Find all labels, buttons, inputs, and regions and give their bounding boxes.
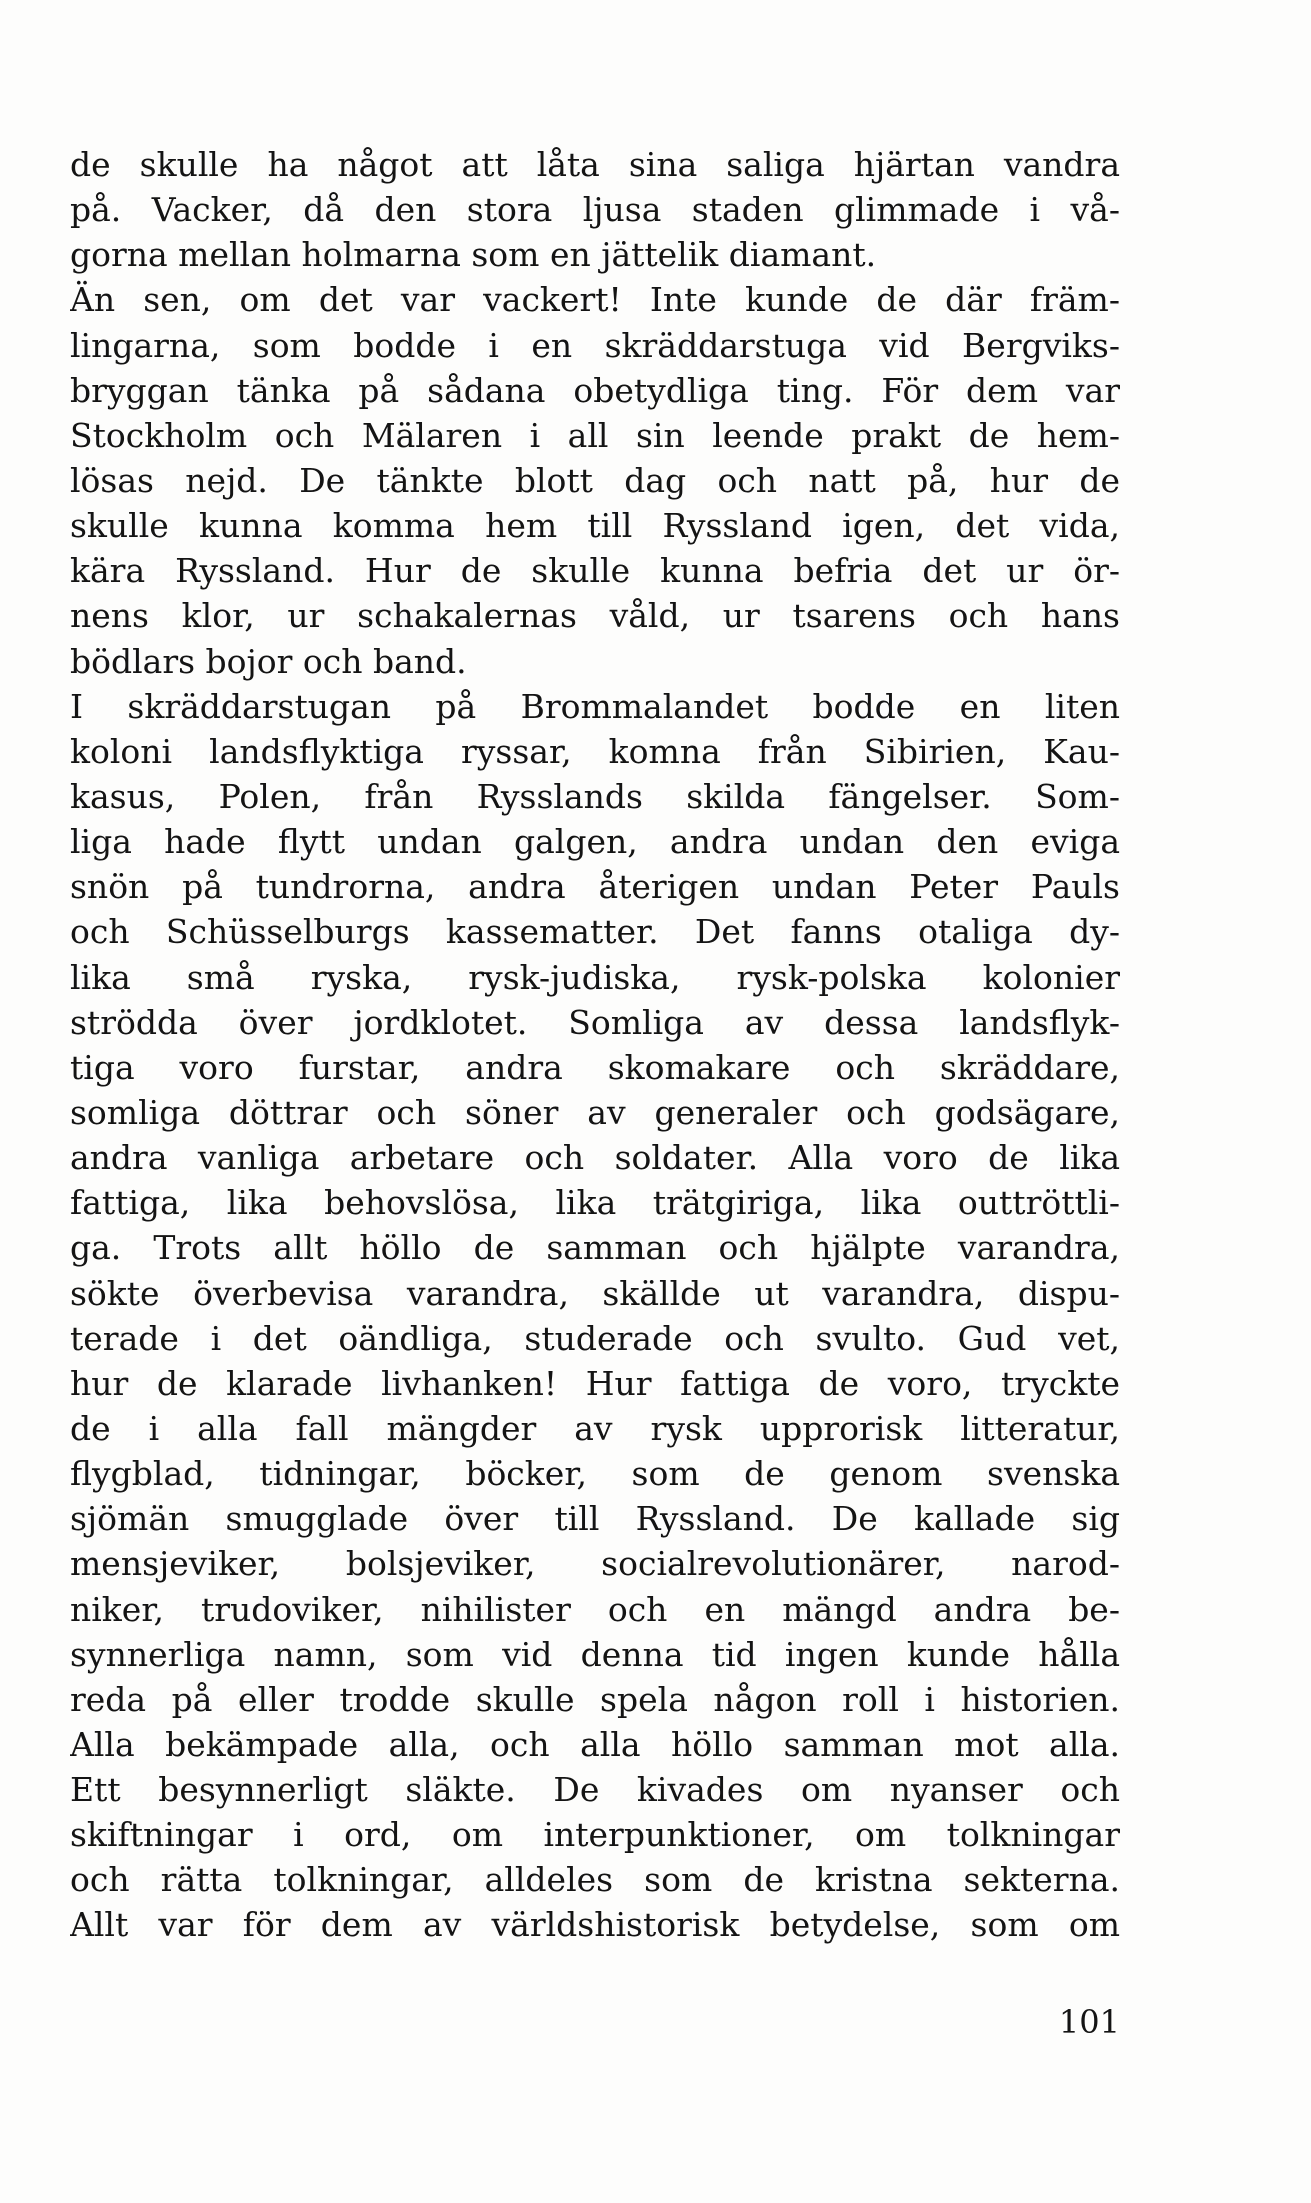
text-line: gorna mellan holmarna som en jättelik diamant. <box>70 235 877 275</box>
text-line: fattiga, lika behovslösa, lika trätgiriga, lika outtröttli- <box>70 1183 1120 1223</box>
page-number: 101 <box>1058 2003 1120 2041</box>
text-line: och Schüsselburgs kassematter. Det fanns otaliga dy- <box>70 912 1120 952</box>
text-line: somliga döttrar och söner av generaler och godsägare, <box>70 1092 1120 1132</box>
text-line: Stockholm och Mälaren i all sin leende prakt de hem- <box>70 415 1120 455</box>
text-line: strödda över jordklotet. Somliga av dessa landsflyk- <box>70 1002 1120 1042</box>
text-line: terade i det oändliga, studerade och svulto. Gud vet, <box>70 1318 1120 1358</box>
text-line: de skulle ha något att låta sina saliga hjärtan vandra <box>70 145 1120 184</box>
text-line: Ett besynnerligt släkte. De kivades om nyanser och <box>70 1770 1120 1810</box>
text-line: I skräddarstugan på Brommalandet bodde en liten <box>70 686 1120 726</box>
text-line: sjömän smugglade över till Ryssland. De kallade sig <box>70 1499 1120 1539</box>
text-line: andra vanliga arbetare och soldater. Alla voro de lika <box>70 1138 1120 1178</box>
text-line: och rätta tolkningar, alldeles som de kristna sekterna. <box>70 1860 1120 1900</box>
text-line: kasus, Polen, från Rysslands skilda fängelser. Som- <box>70 776 1120 816</box>
text-line: kära Ryssland. Hur de skulle kunna befria det ur ör- <box>70 551 1120 591</box>
text-line: skulle kunna komma hem till Ryssland igen, det vida, <box>70 506 1120 546</box>
text-line: flygblad, tidningar, böcker, som de genom svenska <box>70 1454 1120 1494</box>
text-line: mensjeviker, bolsjeviker, socialrevolutionärer, narod- <box>70 1544 1120 1584</box>
text-line: sökte överbevisa varandra, skällde ut varandra, dispu- <box>70 1273 1120 1313</box>
text-line: ga. Trots allt höllo de samman och hjälpte varandra, <box>70 1228 1120 1268</box>
text-line: niker, trudoviker, nihilister och en mängd andra be- <box>70 1589 1120 1629</box>
text-line: på. Vacker, då den stora ljusa staden glimmade i vå- <box>70 190 1120 230</box>
text-line: lika små ryska, rysk-judiska, rysk-polska kolonier <box>70 957 1120 997</box>
text-line: Alla bekämpade alla, och alla höllo samman mot alla. <box>70 1724 1120 1764</box>
text-line: lösas nejd. De tänkte blott dag och natt på, hur de <box>70 460 1120 500</box>
text-line: Än sen, om det var vackert! Inte kunde de där främ- <box>70 280 1120 320</box>
text-line: de i alla fall mängder av rysk upprorisk litteratur, <box>70 1408 1120 1448</box>
text-line: liga hade flytt undan galgen, andra undan den eviga <box>70 822 1120 862</box>
text-line: Allt var för dem av världshistorisk betydelse, som om <box>70 1905 1120 1945</box>
text-line: nens klor, ur schakalernas våld, ur tsarens och hans <box>70 596 1120 636</box>
text-line: tiga voro furstar, andra skomakare och skräddare, <box>70 1047 1120 1087</box>
text-line: bödlars bojor och band. <box>70 641 467 681</box>
text-line: reda på eller trodde skulle spela någon roll i historien. <box>70 1679 1120 1719</box>
text-line: skiftningar i ord, om interpunktioner, om tolkningar <box>70 1815 1120 1855</box>
text-line: koloni landsflyktiga ryssar, komna från Sibirien, Kau- <box>70 731 1120 771</box>
text-line: synnerliga namn, som vid denna tid ingen kunde hålla <box>70 1634 1120 1674</box>
text-line: snön på tundrorna, andra återigen undan Peter Pauls <box>70 867 1120 907</box>
text-line: hur de klarade livhanken! Hur fattiga de voro, tryckte <box>70 1363 1120 1403</box>
text-line: lingarna, som bodde i en skräddarstuga vid Bergviks- <box>70 325 1120 365</box>
text-line: bryggan tänka på sådana obetydliga ting. För dem var <box>70 370 1120 410</box>
body-text <box>70 142 1120 1948</box>
